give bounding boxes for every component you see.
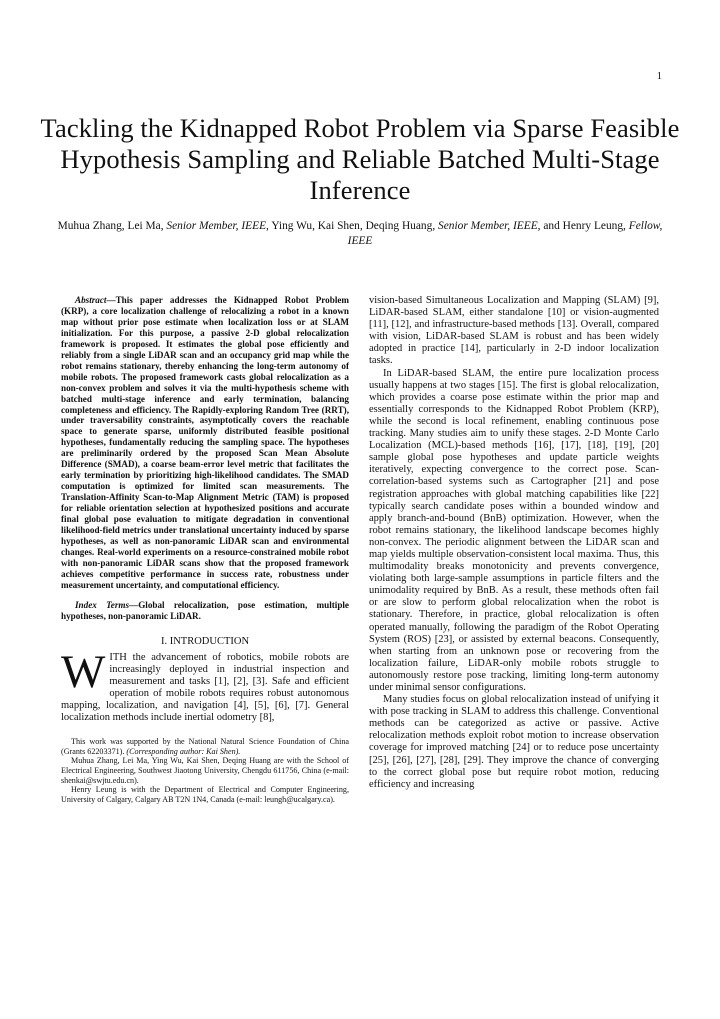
drop-cap: W: [61, 645, 106, 698]
abstract-label: Abstract: [75, 295, 107, 305]
footnote-funding-text: This work was supported by the National Natural Science Foundation of China (Grants 62203371).: [61, 737, 349, 756]
footnote-affiliation-1: Muhua Zhang, Lei Ma, Ying Wu, Kai Shen, Deqing Huang are with the School of Electrical Engineering, Southwest Jiaotong University, Chengdu 611756, China (e-mail: shenkai@swjtu.edu.cn).: [61, 756, 349, 785]
section-heading-introduction: I. INTRODUCTION: [160, 635, 250, 647]
author-names-1: Muhua Zhang, Lei Ma,: [57, 220, 167, 232]
footnote-affiliation-2: Henry Leung is with the Department of Electrical and Computer Engineering, University of Calgary, Calgary AB T2N 1N4, Canada (e-mail: leungh@ucalgary.ca).: [61, 785, 349, 804]
intro-text: ITH the advancement of robotics, mobile robots are increasingly deployed in industrial inspection and measurement and tasks [1], [2], [3]. Safe and efficient operation of mobile robots requires robust autonomous mapping, localization, and navigation [4], [5], [6], [7]. General localization methods include inertial odometry [8],: [61, 651, 349, 724]
paragraph-3: Many studies focus on global relocalization instead of unifying it with pose tracking in SLAM to address this challenge. Conventional methods can be categorized as active or passive. Active relocalization methods exploit robot motion to increase observation coverage for improved matching [24] or to reduce pose uncertainty [25], [26], [27], [28], [29]. They improve the chance of converging to the correct global pose but require robot motion, reducing efficiency and increasing: [369, 694, 659, 790]
right-column: [369, 295, 659, 791]
author-list: [50, 219, 670, 249]
left-column: [61, 295, 349, 804]
abstract: [61, 295, 349, 591]
author-names-2: , Ying Wu, Kai Shen, Deqing Huang,: [266, 220, 439, 232]
author-role-3: Fellow, IEEE: [347, 220, 663, 247]
index-terms-text: —Global relocalization, pose estimation, multiple hypotheses, non-panoramic LiDAR.: [61, 599, 349, 621]
page-number: 1: [656, 71, 662, 82]
author-role-1: Senior Member, IEEE: [166, 220, 267, 232]
footnotes: [61, 737, 349, 804]
footnote-corresponding: (Corresponding author: Kai Shen).: [126, 746, 241, 756]
paper-title: Tackling the Kidnapped Robot Problem via Sparse Feasible Hypothesis Sampling and Reliable Batched Multi-Stage Inference: [40, 113, 680, 205]
author-role-2: Senior Member, IEEE: [438, 220, 538, 232]
author-names-3: , and Henry Leung,: [537, 220, 629, 232]
paragraph-1: vision-based Simultaneous Localization and Mapping (SLAM) [9], LiDAR-based SLAM, either standalone [10] or vision-augmented [11], [12], and infrastructure-based methods [13]. Overall, compared with vision, LiDAR-based SLAM is robust and has been widely adopted in practice [14], particularly in 2-D indoor localization tasks.: [369, 295, 659, 367]
paragraph-2: In LiDAR-based SLAM, the entire pure localization process usually happens at two stages [15]. The first is global relocalization, which provides a coarse pose estimate within the prior map and essentially corresponds to the Kidnapped Robot Problem (KRP), while the second is local refinement, enabling continuous pose tracking. Many studies aim to unify these stages. 2-D Monte Carlo Localization (MCL)-based methods [16], [17], [18], [19], [20] sample global pose hypotheses and update particle weights iteratively, expecting convergence to the correct pose. Scan-correlation-based systems such as Cartographer [21] and pose registration approaches with global matching capabilities like [22] typically search candidate poses within a bounded window and apply branch-and-bound (BnB) optimization. However, when the robot remains stationary, the likelihood landscape becomes highly non-convex. The periodic alignment between the LiDAR scan and map yields multiple observation-consistent local maxima. Thus, this multimodality breaks monotonicity and prevents convergence, violating both large-sample assumptions in particle filters and the unimodality required by BnB. As a result, these methods often fail or are slow to perform global relocalization when the robot is stationary. Therefore, in practice, global relocalization is often operated manually, following the paradigm of the Robot Operating System (ROS) [23], or assisted by external beacons. Consequently, when starting from an unknown pose or recovering from the localization failure, LiDAR-only mobile robots struggle to autonomously restore pose tracking, limiting long-term autonomy under minimal sensor configurations.: [369, 367, 659, 693]
abstract-text: —This paper addresses the Kidnapped Robot Problem (KRP), a core localization challenge of relocalizing a robot in a known map without prior pose estimate when localization loss or at SLAM initialization. For this purpose, a passive 2-D global relocalization framework is proposed. It estimates the global pose efficiently and reliably from a single LiDAR scan and an occupancy grid map while the robot remains stationary, thereby enhancing the long-term autonomy of mobile robots. The proposed framework casts global relocalization as a non-convex problem and solves it via the multi-hypothesis scheme with batched multi-stage inference and early termination, balancing completeness and efficiency. The Rapidly-exploring Random Tree (RRT), under traversability constraints, asymptotically covers the reachable space to generate sparse, uniformly distributed feasible positional hypotheses, fundamentally reducing the sampling space. The hypotheses are preliminarily ordered by the proposed Scan Mean Absolute Difference (SMAD), a coarse beam-error level metric that facilitates the early termination by prioritizing high-likelihood candidates. The SMAD computation is optimized for limited scan measurements. The Translation-Affinity Scan-to-Map Alignment Metric (TAM) is proposed for reliable orientation selection at hypothesized positions and accurate final global pose evaluation to mitigate degradation in conventional likelihood-field metrics under translational uncertainty induced by sparse hypotheses, as well as non-panoramic LiDAR scan and environmental changes. Real-world experiments on a resource-constrained mobile robot with non-panoramic LiDAR scans show that the proposed framework achieves competitive performance in success rate, robustness under measurement uncertainty, and computational efficiency.: [61, 295, 349, 590]
index-terms: [61, 600, 349, 622]
intro-paragraph: [61, 645, 349, 725]
footnote-funding: [61, 737, 349, 756]
index-terms-label: Index Terms: [75, 599, 130, 610]
